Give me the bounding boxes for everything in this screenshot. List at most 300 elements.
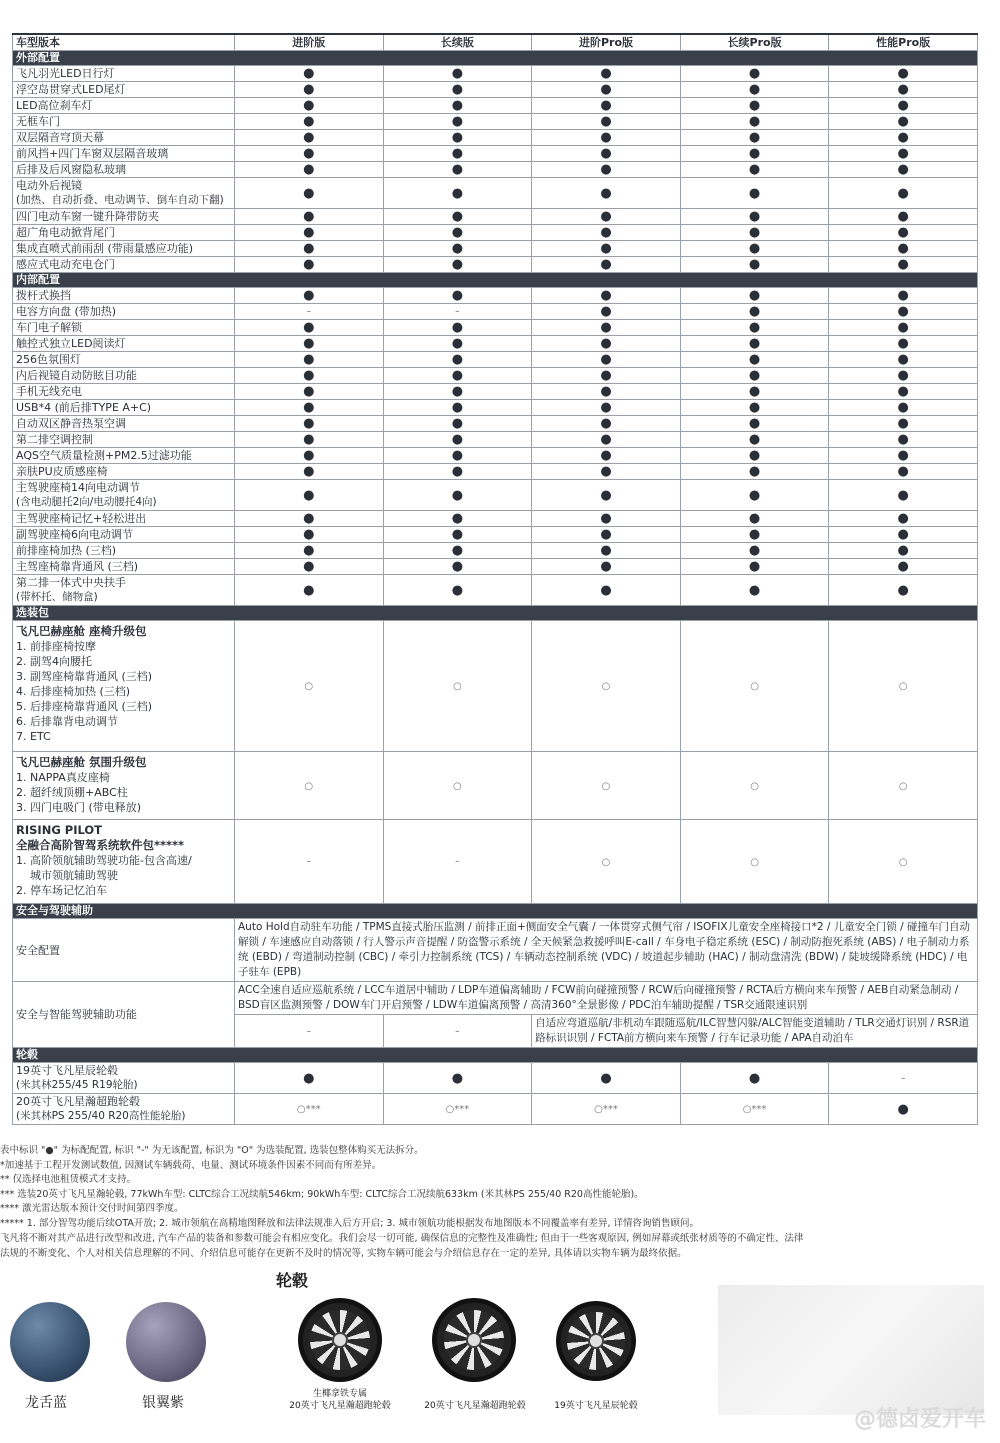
table-row [13, 527, 978, 543]
feature-mark [532, 146, 681, 162]
feature-mark [383, 225, 532, 241]
feature-mark [829, 448, 978, 464]
feature-mark [680, 1063, 829, 1094]
feature-mark [680, 114, 829, 130]
feature-mark [235, 66, 384, 82]
table-row [13, 480, 978, 511]
standard-mark: ● [748, 98, 761, 113]
standard-mark: ● [897, 448, 909, 463]
wheel-caption-2: 20英寸飞凡星瀚超跑轮毂 [424, 1401, 526, 1411]
feature-label: 拨杆式换挡 [13, 288, 235, 304]
table-row [13, 511, 978, 527]
feature-mark [532, 511, 681, 527]
table-row [13, 368, 978, 384]
feature-mark [532, 178, 681, 209]
standard-mark: ● [897, 320, 909, 335]
standard-mark: ● [451, 1070, 464, 1086]
package-item: 1. NAPPA真皮座椅 [16, 771, 110, 784]
feature-mark [235, 752, 384, 820]
feature-mark [532, 368, 681, 384]
standard-mark: ● [600, 487, 612, 503]
standard-mark: ● [451, 416, 464, 431]
safety-text: Auto Hold自动驻车功能 / TPMS直接式胎压监测 / 前排正面+侧面安全气囊 / 一体贯穿式侧气帘 / ISOFIX儿童安全座椅接口*2 / 儿童安全门锁 / 碰撞车门自动解锁 / 车速感应自动落锁 / 行人警示声音提醒 / 防盗警示系统 / 全天候紧急救援呼叫E-call / 车身电子稳定系统 (ESC) / 制动防抱死系统 (ABS) / 电子制动力系统 (EBD) / 弯道制动控制 (CBC) / 牵引力控制系统 (TCS) / 车辆动态控制系统 (VDC) / 坡道起步辅助 (HAC) / 制动盘清洗 (BDW) / 陡坡缓降系统 (HDC) / 电子驻车 (EPB) [235, 919, 978, 982]
feature-mark [829, 511, 978, 527]
feature-mark [383, 82, 532, 98]
feature-mark [829, 480, 978, 511]
feature-label: 手机无线充电 [13, 384, 235, 400]
table-row [13, 98, 978, 114]
standard-mark: ● [600, 114, 612, 129]
standard-mark: ● [600, 582, 612, 598]
feature-label-line1: 主驾驶座椅14向电动调节 [16, 481, 140, 494]
feature-mark [383, 480, 532, 511]
feature-mark [532, 288, 681, 304]
feature-mark [235, 82, 384, 98]
wheel-label-line1: 19英寸飞凡星辰轮毂 [16, 1064, 118, 1077]
standard-mark: ● [303, 320, 315, 335]
standard-mark: ● [451, 162, 464, 177]
feature-mark [680, 448, 829, 464]
section-title: 安全与驾驶辅助 [13, 904, 978, 919]
standard-mark: ● [600, 432, 612, 447]
feature-mark [532, 352, 681, 368]
feature-mark [383, 1094, 532, 1125]
feature-mark [235, 511, 384, 527]
feature-label: 主驾座椅靠背通风 (三档) [13, 559, 235, 575]
feature-label: 浮空岛贯穿式LED尾灯 [13, 82, 235, 98]
feature-mark [235, 98, 384, 114]
feature-mark [680, 336, 829, 352]
standard-mark: ● [600, 511, 612, 526]
feature-mark [680, 130, 829, 146]
package-item: 2. 停车场记忆泊车 [16, 884, 107, 897]
standard-mark: ● [303, 146, 315, 161]
standard-mark: ● [303, 1070, 315, 1086]
table-row [13, 559, 978, 575]
optional-mark: ○ [601, 780, 611, 792]
table-row [13, 464, 978, 480]
standard-mark: ● [897, 288, 909, 303]
package-description [13, 820, 235, 904]
table-row [13, 66, 978, 82]
standard-mark: ● [897, 559, 909, 574]
feature-mark [829, 241, 978, 257]
feature-mark [235, 1094, 384, 1125]
standard-mark: ● [451, 400, 464, 415]
package-item: 2. 超纤绒顶棚+ABC柱 [16, 786, 128, 799]
feature-mark [829, 527, 978, 543]
feature-mark [680, 621, 829, 752]
standard-mark: ● [600, 464, 612, 479]
standard-mark: ● [748, 416, 761, 431]
watermark: @德卤爱开车 [853, 1407, 986, 1432]
feature-mark [680, 66, 829, 82]
package-item: 7. ETC [16, 730, 51, 743]
feature-mark [383, 384, 532, 400]
feature-mark [235, 320, 384, 336]
wheel-image-3 [556, 1301, 636, 1381]
standard-mark: ● [303, 209, 315, 224]
standard-mark: ● [600, 241, 612, 256]
standard-mark: ● [748, 543, 761, 558]
feature-mark [383, 114, 532, 130]
feature-label: 触控式独立LED阅读灯 [13, 336, 235, 352]
standard-mark: ● [897, 82, 909, 97]
standard-mark: ● [451, 82, 464, 97]
wheel-caption-top: 生椰拿铁专属 [312, 1389, 367, 1399]
feature-mark [680, 241, 829, 257]
none-mark: - [455, 304, 460, 319]
table-row [13, 82, 978, 98]
standard-mark: ● [303, 559, 315, 574]
standard-mark: ● [748, 352, 761, 367]
feature-mark [829, 162, 978, 178]
standard-mark: ● [303, 511, 315, 526]
feature-mark [383, 304, 532, 320]
standard-mark: ● [600, 225, 612, 240]
optional-mark: ○ [453, 780, 462, 792]
feature-mark [383, 543, 532, 559]
standard-mark: ● [748, 114, 761, 129]
feature-mark [680, 432, 829, 448]
wheel-label [13, 1063, 235, 1094]
standard-mark: ● [303, 400, 315, 415]
feature-mark [383, 257, 532, 273]
standard-mark: ● [897, 352, 909, 367]
feature-mark [532, 543, 681, 559]
feature-label: 感应式电动充电仓门 [13, 257, 235, 273]
standard-mark: ● [748, 82, 761, 97]
feature-mark [680, 146, 829, 162]
footnote: ** 仅选择电池租赁模式才支持。 [0, 1174, 137, 1185]
standard-mark: ● [303, 288, 315, 303]
feature-mark [235, 304, 384, 320]
feature-mark [829, 575, 978, 606]
none-mark: - [455, 1023, 460, 1039]
standard-mark: ● [600, 185, 612, 201]
feature-mark [235, 130, 384, 146]
section-header [13, 606, 978, 621]
optional-mark: ○ [898, 856, 908, 868]
standard-mark: ● [303, 352, 315, 367]
standard-mark: ● [748, 448, 761, 463]
standard-mark: ● [897, 400, 909, 415]
package-item: 3. 四门电吸门 (带电释放) [16, 801, 142, 814]
feature-mark [829, 209, 978, 225]
feature-mark [680, 820, 829, 904]
standard-mark: ● [600, 559, 612, 574]
standard-mark: ● [897, 114, 909, 129]
feature-mark [680, 416, 829, 432]
standard-mark: ● [303, 368, 315, 383]
feature-mark [383, 559, 532, 575]
standard-mark: ● [303, 114, 315, 129]
optional-mark: ○ [304, 780, 314, 792]
feature-mark [383, 432, 532, 448]
table-row [13, 241, 978, 257]
none-mark: - [900, 1070, 906, 1086]
feature-mark [532, 621, 681, 752]
feature-mark [532, 464, 681, 480]
feature-mark [383, 241, 532, 257]
standard-mark: ● [897, 582, 909, 598]
feature-label: LED高位刹车灯 [13, 98, 235, 114]
feature-mark [829, 559, 978, 575]
feature-mark [829, 432, 978, 448]
feature-mark [532, 82, 681, 98]
table-row [13, 146, 978, 162]
standard-mark: ● [748, 146, 761, 161]
feature-label: USB*4 (前后排TYPE A+C) [13, 400, 235, 416]
optional-mark: ○*** [594, 1104, 618, 1115]
standard-mark: ● [451, 320, 464, 335]
standard-mark: ● [600, 320, 612, 335]
feature-mark [383, 130, 532, 146]
standard-mark: ● [897, 98, 909, 113]
feature-mark [383, 98, 532, 114]
standard-mark: ● [897, 432, 909, 447]
standard-mark: ● [897, 225, 909, 240]
wheel-caption-3: 19英寸飞凡星辰轮毂 [554, 1401, 638, 1411]
feature-label: 电容方向盘 (带加热) [13, 304, 235, 320]
standard-mark: ● [600, 1070, 612, 1086]
feature-mark [383, 288, 532, 304]
feature-label-line2: (含电动腿托2向/电动腰托4向) [16, 496, 157, 508]
standard-mark: ● [600, 82, 612, 97]
feature-mark [235, 416, 384, 432]
feature-mark [680, 559, 829, 575]
feature-mark [532, 400, 681, 416]
feature-mark [532, 1094, 681, 1125]
header-cell-trim: 进阶版 [235, 34, 384, 51]
footnote: 法规的不断变化、个人对相关信息理解的不同、介绍信息可能存在更新不及时的情况等, 实物车辆可能会与介绍信息存在一定的差异, 具体请以实物车辆为最终依据。 [0, 1247, 687, 1259]
standard-mark: ● [897, 384, 909, 399]
feature-mark [532, 320, 681, 336]
standard-mark: ● [303, 82, 315, 97]
feature-mark [680, 304, 829, 320]
standard-mark: ● [303, 384, 315, 399]
feature-mark [829, 1094, 978, 1125]
standard-mark: ● [897, 185, 909, 201]
feature-mark [829, 320, 978, 336]
feature-mark [680, 98, 829, 114]
feature-mark [532, 114, 681, 130]
standard-mark: ● [451, 368, 464, 383]
wheel-image-1 [298, 1298, 382, 1382]
feature-mark [235, 114, 384, 130]
standard-mark: ● [600, 543, 612, 558]
package-item: 5. 后排座椅靠背通风 (三档) [16, 700, 153, 713]
standard-mark: ● [451, 464, 464, 479]
color-label-purple: 银翼紫 [142, 1395, 184, 1411]
feature-label-line2: (带杯托、储物盒) [16, 591, 98, 603]
standard-mark: ● [600, 448, 612, 463]
footnote: 飞凡将不断对其产品进行改型和改进, 汽车产品的装备和参数可能会有相应变化。我们会尽一切可能, 确保信息的完整性及准确性; 但由于一些客观原因, 例如屏幕或纸张材质等的不确定性、法律 [0, 1233, 804, 1244]
package-item: 4. 后排座椅加热 (三档) [16, 685, 131, 698]
footnote: ***** 1. 部分智驾功能后续OTA开放; 2. 城市领航在高精地图释放和法律法规准入后方开启; 3. 城市领航功能根据发布地图版本不同覆盖率有差异, 详情咨询销售顾问。 [0, 1217, 700, 1229]
feature-mark [532, 416, 681, 432]
feature-label [13, 480, 235, 511]
standard-mark: ● [748, 162, 761, 177]
section-header [13, 273, 978, 288]
standard-mark: ● [897, 487, 909, 503]
standard-mark: ● [303, 66, 315, 81]
safety-row [13, 919, 978, 982]
feature-label: 主驾驶座椅记忆+轻松进出 [13, 511, 235, 527]
section-title: 轮毂 [13, 1048, 978, 1063]
standard-mark: ● [303, 487, 315, 503]
feature-mark [829, 114, 978, 130]
table-row [13, 114, 978, 130]
standard-mark: ● [600, 368, 612, 383]
feature-label: 前风挡+四门车窗双层隔音玻璃 [13, 146, 235, 162]
safety-label: 安全配置 [13, 919, 235, 982]
package-description [13, 752, 235, 820]
standard-mark: ● [303, 162, 315, 177]
footnote: *加速基于工程开发测试数值, 因测试车辆载荷、电量、测试环境条件因素不同而有所差异。 [0, 1159, 382, 1171]
standard-mark: ● [897, 511, 909, 526]
table-row [13, 178, 978, 209]
standard-mark: ● [451, 543, 464, 558]
standard-mark: ● [748, 66, 761, 81]
standard-mark: ● [451, 241, 464, 256]
feature-mark [829, 621, 978, 752]
package-row [13, 820, 978, 904]
standard-mark: ● [748, 320, 761, 335]
feature-mark [680, 480, 829, 511]
standard-mark: ● [451, 352, 464, 367]
feature-mark [680, 209, 829, 225]
feature-mark [383, 511, 532, 527]
feature-mark [383, 1063, 532, 1094]
optional-mark: ○ [898, 780, 908, 792]
feature-mark [680, 368, 829, 384]
feature-mark [680, 257, 829, 273]
standard-mark: ● [897, 257, 909, 272]
standard-mark: ● [897, 304, 909, 319]
feature-mark [829, 178, 978, 209]
feature-mark [383, 621, 532, 752]
header-cell-trim: 进阶Pro版 [532, 34, 681, 51]
feature-mark [383, 66, 532, 82]
wheel-row [13, 1063, 978, 1094]
table-row [13, 225, 978, 241]
standard-mark: ● [897, 416, 909, 431]
package-name: 飞凡巴赫座舱 座椅升级包 [16, 624, 147, 638]
feature-mark [532, 98, 681, 114]
feature-mark [383, 527, 532, 543]
feature-mark [532, 257, 681, 273]
standard-mark: ● [451, 209, 464, 224]
standard-mark: ● [600, 400, 612, 415]
standard-mark: ● [897, 464, 909, 479]
feature-mark [829, 384, 978, 400]
standard-mark: ● [451, 225, 464, 240]
optional-mark: ○ [304, 681, 314, 692]
adas-row [13, 982, 978, 1015]
feature-mark [235, 464, 384, 480]
feature-mark [235, 448, 384, 464]
table-row [13, 336, 978, 352]
optional-mark: ○*** [296, 1104, 321, 1115]
standard-mark: ● [748, 209, 761, 224]
standard-mark: ● [748, 432, 761, 447]
feature-mark [383, 368, 532, 384]
header-cell-trim: 性能Pro版 [829, 34, 978, 51]
feature-mark [235, 257, 384, 273]
section-title: 外部配置 [13, 51, 978, 66]
feature-label-line1: 第二排一体式中央扶手 [16, 576, 126, 589]
standard-mark: ● [897, 543, 909, 558]
feature-mark [829, 146, 978, 162]
none-mark: - [306, 854, 312, 869]
feature-mark [829, 368, 978, 384]
standard-mark: ● [748, 225, 761, 240]
feature-mark [829, 464, 978, 480]
standard-mark: ● [748, 304, 761, 319]
feature-mark [235, 400, 384, 416]
table-row [13, 432, 978, 448]
standard-mark: ● [451, 185, 464, 201]
feature-mark [235, 432, 384, 448]
feature-label-line2: (加热、自动折叠、电动调节、倒车自动下翻) [16, 194, 224, 206]
feature-mark [829, 352, 978, 368]
standard-mark: ● [600, 304, 612, 319]
optional-mark: ○ [750, 681, 759, 692]
optional-mark: ○*** [742, 1104, 767, 1115]
feature-label: 后排及后风窗隐私玻璃 [13, 162, 235, 178]
feature-label: 256色氛围灯 [13, 352, 235, 368]
section-title: 内部配置 [13, 273, 978, 288]
feature-mark [235, 480, 384, 511]
feature-mark [532, 66, 681, 82]
standard-mark: ● [303, 336, 315, 351]
feature-mark [235, 336, 384, 352]
feature-mark [532, 241, 681, 257]
feature-mark [383, 209, 532, 225]
standard-mark: ● [303, 464, 315, 479]
standard-mark: ● [600, 416, 612, 431]
optional-mark: ○*** [445, 1104, 470, 1115]
feature-mark [829, 400, 978, 416]
color-swatch-blue [10, 1302, 90, 1382]
standard-mark: ● [600, 162, 612, 177]
color-swatch-purple [126, 1302, 206, 1382]
standard-mark: ● [451, 98, 464, 113]
feature-mark [383, 400, 532, 416]
standard-mark: ● [451, 487, 464, 503]
footnote: 表中标识 "●" 为标配配置, 标识 "-" 为无该配置, 标识为 "O" 为选装配置, 选装包整体购买无法拆分。 [0, 1145, 424, 1156]
package-name-line2: 全融合高阶智驾系统软件包***** [16, 838, 185, 852]
standard-mark: ● [303, 582, 315, 598]
standard-mark: ● [748, 130, 761, 145]
feature-mark [680, 1094, 829, 1125]
standard-mark: ● [897, 241, 909, 256]
wheel-row [13, 1094, 978, 1125]
footnote: **** 激光雷达版本预计交付时间第四季度。 [0, 1203, 184, 1214]
feature-mark [383, 820, 532, 904]
standard-mark: ● [451, 130, 464, 145]
standard-mark: ● [303, 448, 315, 463]
feature-label-line1: 电动外后视镜 [16, 179, 82, 192]
none-mark: - [306, 304, 312, 319]
feature-mark [532, 752, 681, 820]
feature-mark [532, 304, 681, 320]
feature-mark [680, 575, 829, 606]
feature-mark [383, 178, 532, 209]
package-item: 1. 高阶领航辅助驾驶功能-包含高速/ [16, 854, 192, 867]
standard-mark: ● [451, 288, 464, 303]
